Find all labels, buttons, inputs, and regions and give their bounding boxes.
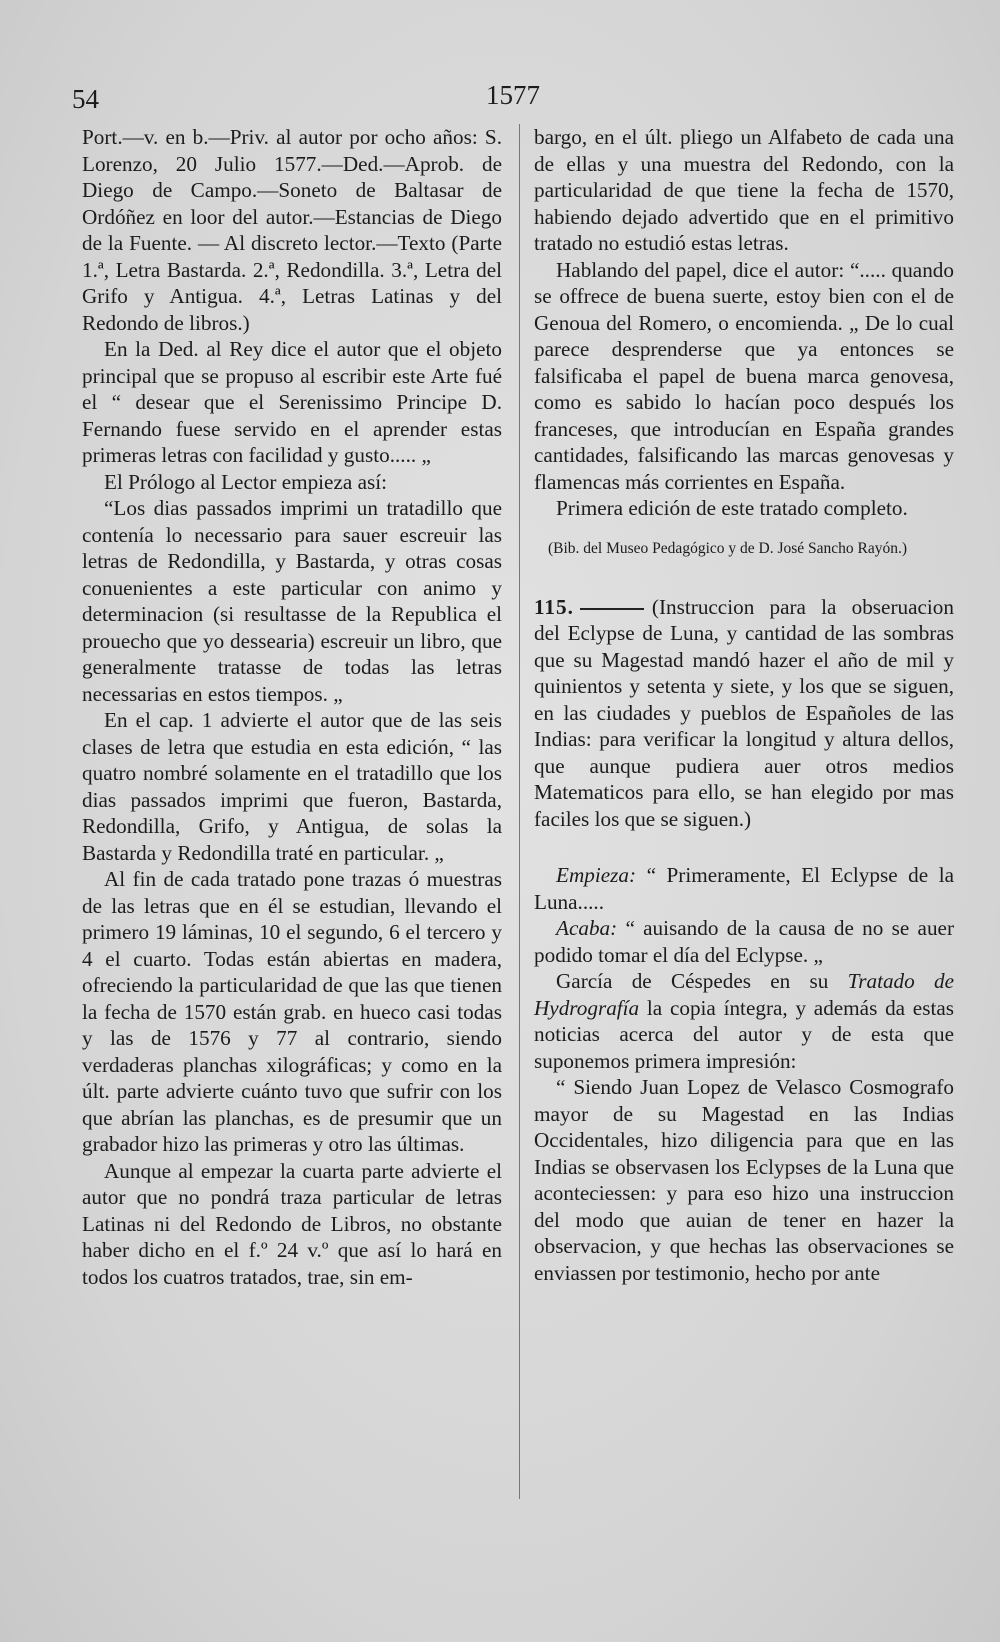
paragraph-prologue-intro: El Prólogo al Lector empieza así:: [104, 469, 387, 494]
left-column: [82, 124, 502, 1290]
paragraph-empieza: [534, 862, 954, 915]
running-head-year: 1577: [486, 80, 540, 110]
entry-dash: [580, 608, 644, 610]
garcia-title: Tratado de Hydrografía: [534, 969, 955, 1020]
garcia-text-1: García de Céspedes en su: [556, 969, 829, 993]
paragraph-prologue-quote: “Los dias passados imprimi un tratadillo que contenía lo necessario para sauer escreuir las letras de Redondilla, y Bastarda, y otras cosas conuenientes a este particular con animo y determinacion (si resultasse de la Republica el prouecho que yo dessearia) escreuir un libro, que generalmente tratasse de todas las letras necessarias en estos tiempos. „: [82, 496, 502, 706]
paragraph-first-edition: Primera edición de este tratado completo.: [556, 496, 908, 520]
library-source-note: (Bib. del Museo Pedagógico y de D. José Sancho Rayón.): [548, 539, 908, 557]
paragraph-continuation: bargo, en el últ. pliego un Alfabeto de cada una de ellas y una muestra del Redondo, con la particularidad de que tiene la fecha de 1570, habiendo dejado advertido que en el primitivo tratado no estudió estas letras.: [534, 125, 954, 255]
garcia-text-2: la copia íntegra, y además da estas noticias acerca del autor y de esta que suponemos primera impresión:: [534, 995, 954, 1073]
paragraph-contents: Port.—v. en b.—Priv. al autor por ocho años: S. Lorenzo, 20 Julio 1577.—Ded.—Aprob. de Diego de Campo.—Soneto de Baltasar de Ordóñez en loor del autor.—Estancias de Diego de la Fuente. — Al discreto lector.—Texto (Parte 1.ª, Letra Bastarda. 2.ª, Redondilla. 3.ª, Letra del Grifo y Antigua. 4.ª, Letras Latinas y del Redondo de libros.): [82, 125, 502, 335]
paragraph-velasco-quote: “ Siendo Juan Lopez de Velasco Cosmografo mayor de su Magestad en las Indias Occidentales, hizo diligencia para que en las Indias se observasen los Eclypses de la Luna que aconteciessen: y para eso hizo una instruccion del modo que auian de tener en hazer la observacion, y que hechas las observaciones se enviassen por testimonio, hecho por ante: [534, 1075, 954, 1285]
page-number: 54: [72, 84, 99, 114]
paragraph-chapter-one: En el cap. 1 advierte el autor que de las seis clases de letra que estudia en esta edición, “ las quatro nombré solamente en el tratadillo que los dias passados imprimi que fueron, Bastarda, Redondilla, Grifo, y Antigua, de solas la Bastarda y Redondilla traté en particular. „: [82, 708, 502, 865]
column-divider: [519, 124, 520, 1499]
paragraph-fourth-part: Aunque al empezar la cuarta parte advierte el autor que no pondrá traza particular de letras Latinas ni del Redondo de Libros, no obstante haber dicho en el f.º 24 v.º que así lo hará en todos los cuatros tratados, trae, sin em-: [82, 1158, 502, 1289]
entry-number: 115.: [534, 594, 574, 619]
paragraph-paper: Hablando del papel, dice el autor: “..... quando se offrece de buena suerte, estoy bien con el de Genoua del Romero, o encomienda. „ De lo cual parece desprenderse que ya entonces se falsificaba el papel de buena marca genovesa, como es sabido lo hacían poco después los franceses, que introducían en España grandes cantidades, falsificando las marcas genovesas y flamencas más corrientes en España.: [534, 257, 954, 494]
empieza-label: Empieza:: [556, 863, 637, 887]
acaba-label: Acaba:: [556, 916, 618, 940]
paragraph-garcia: [534, 968, 954, 1074]
acaba-text: “ auisando de la causa de no se auer podido tomar el día del Eclypse. „: [534, 916, 954, 967]
paragraph-dedication: En la Ded. al Rey dice el autor que el objeto principal que se propuso al escribir este Arte fué el “ desear que el Serenissimo Principe D. Fernando fuese servido en el aprender estas primeras letras con facilidad y gusto..... „: [82, 337, 502, 467]
paragraph-trazas: Al fin de cada tratado pone trazas ó muestras de las letras que en él se estudian, llevando el primero 19 láminas, 10 el segundo, 6 el tercero y 4 el cuarto. Todas están abiertas en madera, ofreciendo la particularidad de que las que tienen la fecha de 1570 están grab. en hueco casi todas y las de 1576 y 77 al contrario, siendo verdaderas planchas xilográficas; y como en la últ. parte advierte cuánto tuvo que sufrir con los que abrían las planchas, es de presumir que un grabador hizo las primeras y otro las últimas.: [82, 867, 502, 1156]
right-column: [534, 124, 954, 1286]
empieza-text: “ Primeramente, El Eclypse de la Luna.....: [534, 863, 954, 914]
entry-title: (Instruccion para la obseruacion del Eclypse de Luna, y cantidad de las sombras que su Magestad mandó hazer el año de mil y quinientos y setenta y siete, y los que se siguen, en las ciudades y pueblos de Españoles de las Indias: para verificar la longitud y altura dellos, que aunque pudiera auer otros medios Matematicos para ello, se han elegido por mas faciles los que se siguen.): [534, 594, 954, 831]
paragraph-acaba: [534, 915, 954, 968]
entry-heading: [534, 594, 954, 833]
